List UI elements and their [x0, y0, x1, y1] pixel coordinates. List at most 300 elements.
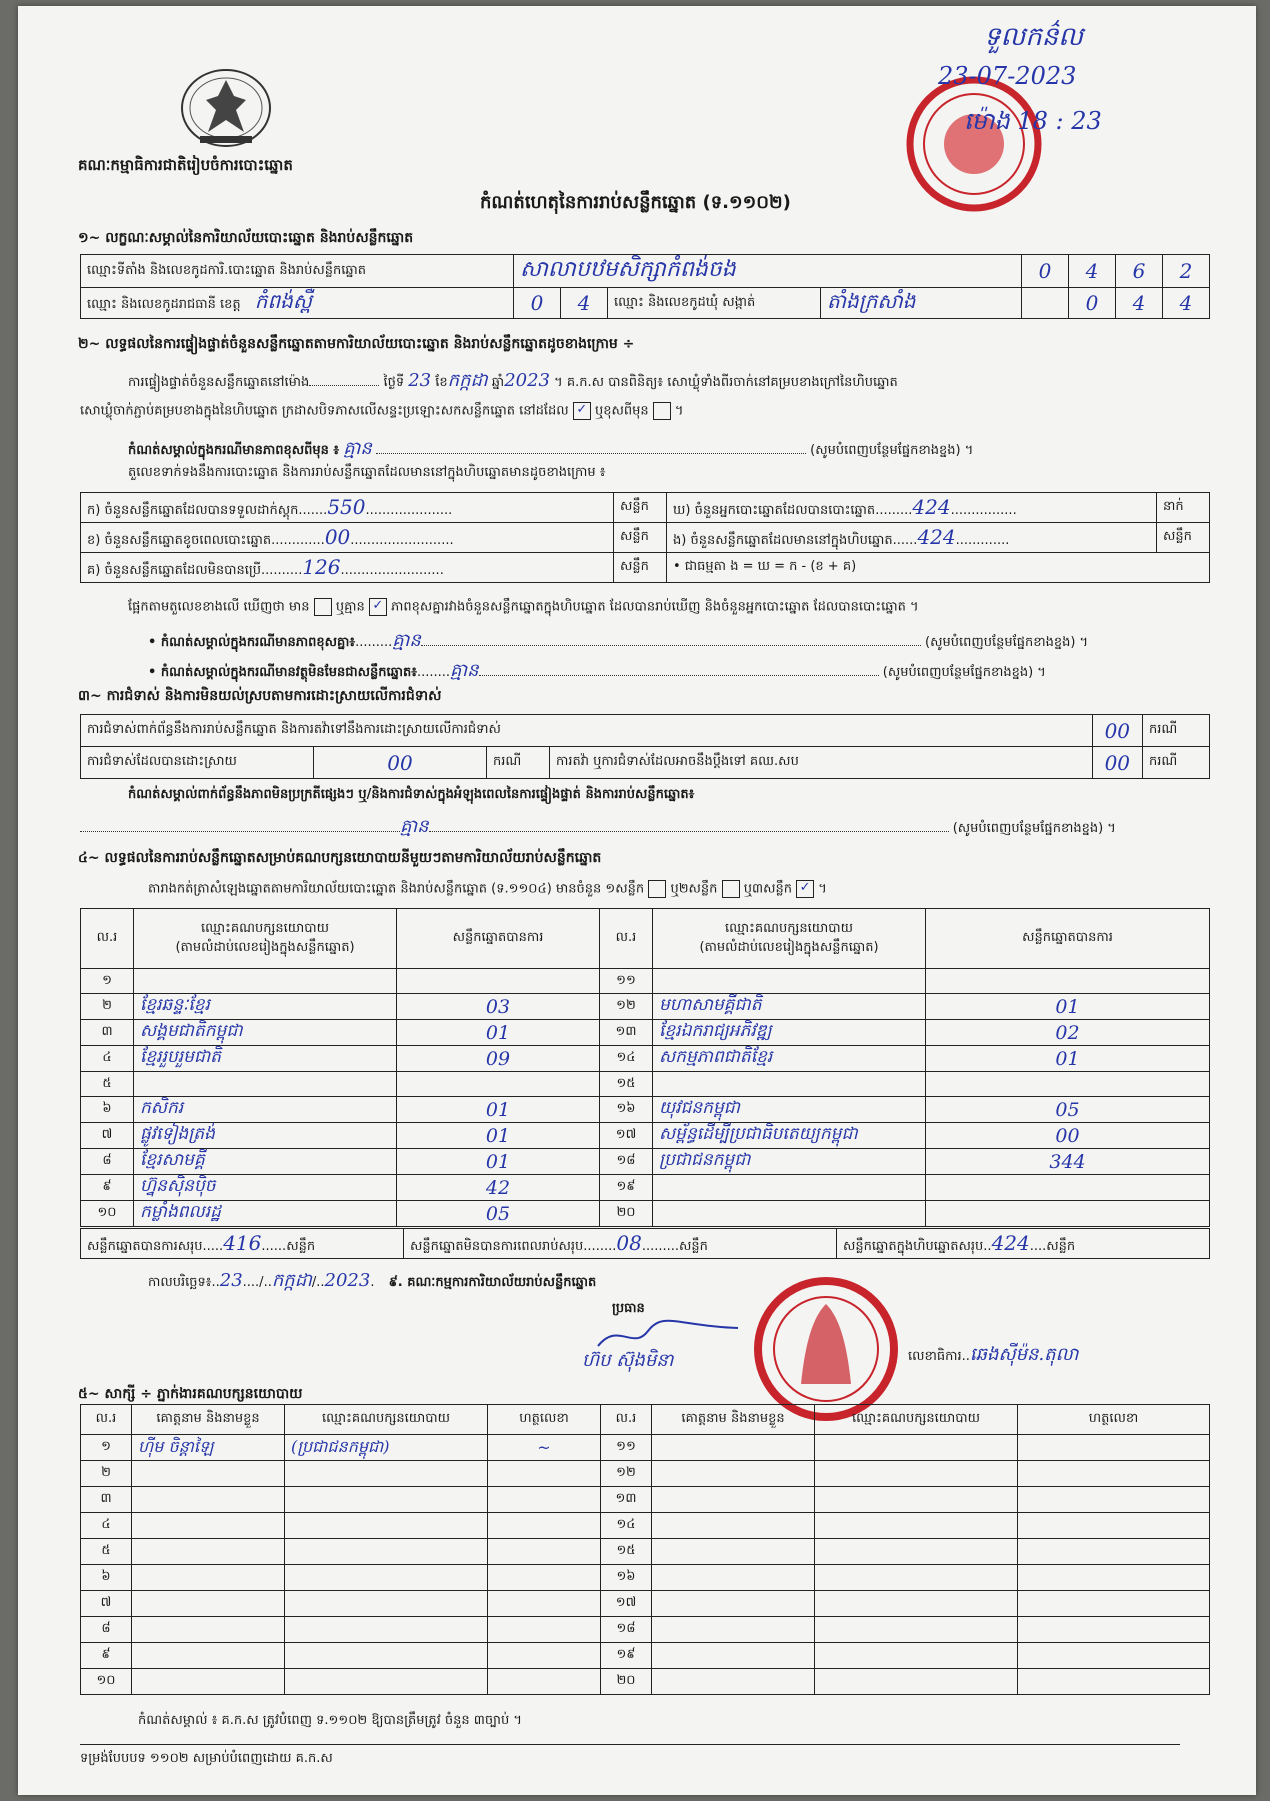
two-sheets-checkbox[interactable]	[722, 880, 740, 898]
commission-seal-icon	[746, 1274, 906, 1424]
total-box-cell: សន្លឹកឆ្នោតក្នុងហិបឆ្នោតសរុប..424....សន្លឹក	[837, 1229, 1210, 1259]
unused-ballots-label: គ) ចំនួនសន្លឹកឆ្នោតដែលមិនបានប្រើ	[87, 562, 261, 578]
year-label: ឆ្នាំ	[491, 375, 505, 390]
witness-party	[285, 1565, 488, 1591]
witness-number: ៤	[81, 1513, 132, 1539]
note3-hint: (សូមបំពេញបន្ថែមផ្នែកខាងខ្នង) ។	[882, 665, 1046, 680]
witness-party	[815, 1669, 1018, 1695]
witness-name	[132, 1539, 285, 1565]
party-votes: 01	[397, 1149, 600, 1175]
chair-name: ហ៊ប ស៊ុងមិនា	[582, 1350, 674, 1371]
witness-col-sign: ហត្ថលេខា	[1018, 1405, 1210, 1435]
irregularity-note-row	[80, 814, 1116, 841]
footnote: កំណត់សម្គាល់ ៖ គ.ក.ស ត្រូវបំពេញ ទ.១១០២ ឱ្យបានត្រឹមត្រូវ ចំនួន ៣ច្បាប់ ។	[138, 1713, 522, 1728]
witness-number: ១១	[601, 1435, 652, 1461]
witness-col-name: គោត្តនាម និងនាមខ្លួន	[652, 1405, 815, 1435]
witness-number: ៧	[81, 1591, 132, 1617]
witness-name	[652, 1513, 815, 1539]
witness-signature	[488, 1617, 601, 1643]
form-sheet	[18, 6, 1256, 1795]
party-number: ១១	[600, 969, 653, 994]
witness-party	[815, 1643, 1018, 1669]
irregularity-note-value: គ្មាន	[400, 816, 429, 837]
witness-number: ១០	[81, 1669, 132, 1695]
witness-party	[285, 1461, 488, 1487]
witness-col-party: ឈ្មោះគណបក្សនយោបាយ	[815, 1405, 1018, 1435]
province-value: កំពង់ស្ពឺ	[254, 289, 312, 313]
note2-value: គ្មាន	[392, 630, 421, 651]
party-name: កសិករ	[134, 1097, 397, 1123]
witness-number: ២	[81, 1461, 132, 1487]
witness-row	[81, 1435, 1210, 1461]
party-number: ១៦	[600, 1097, 653, 1123]
witness-row	[81, 1617, 1210, 1643]
voters-value: 424	[912, 494, 951, 519]
province-label-text: ឈ្មោះ និងលេខកូដរាជធានី ខេត្ត	[87, 297, 241, 312]
witness-name: ហ៊ីម ចិន្តាឡៃ	[132, 1435, 285, 1461]
witness-signature	[488, 1487, 601, 1513]
changed-checkbox[interactable]	[653, 402, 671, 420]
total-invalid-cell: សន្លឹកឆ្នោតមិនបានការពេលរាប់សរុប........08.........សន្លឹក	[404, 1229, 837, 1259]
note1-value: គ្មាន	[343, 438, 372, 459]
party-number: ១៨	[600, 1149, 653, 1175]
chair-label: ប្រធាន	[612, 1301, 645, 1316]
party-number: ១៣	[600, 1020, 653, 1046]
commune-value: តាំងក្រសាំង	[821, 288, 1022, 319]
unit-label: សន្លឹក	[1046, 1238, 1076, 1254]
col-party-header	[134, 909, 397, 969]
party-name: ខ្មែរសាមគ្គី	[134, 1149, 397, 1175]
party-votes: 42	[397, 1175, 600, 1201]
witness-name	[132, 1487, 285, 1513]
totals-row	[80, 1228, 1210, 1259]
col-party-subtitle: (តាមលំដាប់លេខរៀងក្នុងសន្លឹកឆ្នោត)	[699, 939, 879, 955]
party-number: ១៧	[600, 1123, 653, 1149]
party-number: ៣	[81, 1020, 134, 1046]
note3-label: • កំណត់សម្គាល់ក្នុងករណីមានវត្ថុមិនមែនជាសន្លឹកឆ្នោត៖	[148, 665, 417, 680]
party-votes	[926, 1175, 1210, 1201]
witness-table	[80, 1404, 1210, 1695]
difference-yes-checkbox[interactable]	[314, 598, 332, 616]
party-name: យុវជនកម្ពុជា	[653, 1097, 926, 1123]
party-row	[81, 1020, 1210, 1046]
appeal-value: 00	[1092, 747, 1142, 779]
witness-number: ១៦	[601, 1565, 652, 1591]
party-number: ១៤	[600, 1046, 653, 1072]
party-votes: 344	[926, 1149, 1210, 1175]
signoff-day: 23	[219, 1270, 243, 1291]
commune-label: ឈ្មោះ និងលេខកូដឃុំ សង្កាត់	[608, 288, 821, 319]
unit-label: សន្លឹក	[1157, 523, 1210, 553]
col-votes-header: សន្លឹកឆ្នោតបានការ	[397, 909, 600, 969]
verification-line	[128, 368, 1228, 395]
two-sheets-label: ឬ២សន្លឹក	[670, 881, 718, 897]
note2-label: • កំណត់សម្គាល់ក្នុងករណីមានភាពខុសគ្នា៖	[148, 635, 356, 650]
table-intro: តួលេខទាក់ទងនឹងការបោះឆ្នោត និងការរាប់សន្លឹកឆ្នោតដែលមាននៅក្នុងហិបឆ្នោតមានដូចខាងក្រោម ៖	[128, 465, 606, 480]
seal-line: សោឃ្លុំចាក់ភ្ជាប់គម្របខាងក្នុងនៃហិបឆ្នោត ក្រដាសបិទភាសលើសន្ទះប្រឡោះសកសន្លឹកឆ្នោត នៅដដែល ✓ ឬខុសពីមុន ។	[80, 402, 684, 419]
objections-label: ការជំទាស់ពាក់ព័ន្ធនឹងការរាប់សន្លឹកឆ្នោត និងការតវ៉ាទៅនឹងការដោះស្រាយលើការជំទាស់	[81, 715, 1093, 747]
col-party-title: ឈ្មោះគណបក្សនយោបាយ	[201, 920, 329, 936]
stamp-receipt-text: ទួលកន៌ល	[984, 22, 1084, 52]
commune-code-digit: 0	[1069, 288, 1116, 319]
witness-name	[652, 1461, 815, 1487]
witness-signature	[488, 1513, 601, 1539]
party-row	[81, 1046, 1210, 1072]
witness-signature	[1018, 1435, 1210, 1461]
witness-name	[652, 1539, 815, 1565]
irregularity-note-label: កំណត់សម្គាល់ពាក់ព័ន្ធនឹងភាពមិនប្រក្រតីផ្សេងៗ ឬ/និងការជំទាស់ក្នុងអំឡុងពេលនៃការផ្ទៀងផ្ទាត់ និងការរាប់សន្លឹកឆ្នោត៖	[128, 787, 695, 802]
party-row	[81, 1201, 1210, 1227]
party-row	[81, 969, 1210, 994]
witness-row	[81, 1643, 1210, 1669]
party-votes: 01	[397, 1097, 600, 1123]
note2-row: • កំណត់សម្គាល់ក្នុងករណីមានភាពខុសគ្នា៖.........គ្មាន (សូមបំពេញបន្ថែមផ្នែកខាងខ្នង) ។	[148, 630, 1089, 651]
section2-title: ២~ លទ្ធផលនៃការផ្ទៀងផ្ទាត់ចំនួនសន្លឹកឆ្នោតតាមការិយាល័យបោះឆ្នោត និងរាប់សន្លឹកឆ្នោតដូចខាងក្រោម ÷	[78, 336, 635, 352]
party-votes	[926, 969, 1210, 994]
witness-name	[652, 1617, 815, 1643]
witness-signature	[1018, 1539, 1210, 1565]
three-sheets-checkbox[interactable]: ✓	[796, 880, 814, 898]
resolved-value: 00	[314, 747, 487, 779]
party-number: ១	[81, 969, 134, 994]
unchanged-checkbox[interactable]: ✓	[573, 402, 591, 420]
party-name: ផ្លូវទៀងត្រង់	[134, 1123, 397, 1149]
witness-party	[815, 1565, 1018, 1591]
witness-signature	[488, 1669, 601, 1695]
commune-code-digit: 4	[1116, 288, 1163, 319]
signoff-body-label: ៩. គណៈកម្មការការិយាល័យរាប់សន្លឹកឆ្នោត	[388, 1275, 597, 1290]
year-value: 2023	[504, 370, 550, 391]
party-votes: 01	[397, 1123, 600, 1149]
location-code-digit: 2	[1163, 255, 1210, 288]
party-row	[81, 1149, 1210, 1175]
party-name: មហាសាមគ្គីជាតិ	[653, 994, 926, 1020]
witness-name	[652, 1591, 815, 1617]
voters-label: ឃ) ចំនួនអ្នកបោះឆ្នោតដែលបានបោះឆ្នោត	[673, 502, 876, 518]
party-name: ខ្មែរឯករាជ្យអភិវឌ្ឍ	[653, 1020, 926, 1046]
note1-row	[128, 436, 973, 463]
witness-signature	[1018, 1591, 1210, 1617]
month-value: កក្កដា	[447, 370, 488, 391]
witness-number: ១២	[601, 1461, 652, 1487]
witness-signature: ~	[488, 1435, 601, 1461]
witness-row	[81, 1487, 1210, 1513]
section3-title: ៣~ ការជំទាស់ និងការមិនយល់ស្របតាមការដោះស្រាយលើការជំទាស់	[78, 688, 442, 704]
witness-row	[81, 1591, 1210, 1617]
witness-name	[652, 1487, 815, 1513]
witness-signature	[1018, 1643, 1210, 1669]
ballots-in-box-cell: ង) ចំនួនសន្លឹកឆ្នោតដែលមាននៅក្នុងហិបឆ្នោត......424.............	[667, 523, 1157, 553]
col-party-title: ឈ្មោះគណបក្សនយោបាយ	[725, 920, 853, 936]
witness-party	[815, 1617, 1018, 1643]
witness-row	[81, 1565, 1210, 1591]
witness-party	[815, 1591, 1018, 1617]
unused-ballots-value: 126	[302, 554, 341, 579]
formula: • ជាធម្មតា ង = ឃ = ក - (ខ + គ)	[667, 553, 1210, 583]
note3-value: គ្មាន	[450, 660, 479, 681]
witness-signature	[488, 1565, 601, 1591]
party-name: សកម្មភាពជាតិខ្មែរ	[653, 1046, 926, 1072]
witness-number: ១៤	[601, 1513, 652, 1539]
witness-party	[815, 1539, 1018, 1565]
witness-number: ៨	[81, 1617, 132, 1643]
witness-col-party: ឈ្មោះគណបក្សនយោបាយ	[285, 1405, 488, 1435]
ballots-in-box-label: ង) ចំនួនសន្លឹកឆ្នោតដែលមាននៅក្នុងហិបឆ្នោត	[673, 532, 893, 548]
witness-number: ៣	[81, 1487, 132, 1513]
day-value: 23	[408, 370, 432, 391]
compare-line-post: ភាពខុសគ្នារវាងចំនួនសន្លឹកឆ្នោតក្នុងហិបឆ្នោត ដែលបានរាប់ឃើញ និងចំនួនអ្នកបោះឆ្នោត ដែលបានបោះឆ្នោត ។	[391, 599, 919, 615]
party-number: ៥	[81, 1072, 134, 1097]
party-number: ១២	[600, 994, 653, 1020]
location-label: ឈ្មោះទីតាំង និងលេខកូដការិ.បោះឆ្នោត និងរាប់សន្លឹកឆ្នោត	[81, 255, 514, 288]
seal-line-text: សោឃ្លុំចាក់ភ្ជាប់គម្របខាងក្នុងនៃហិបឆ្នោត ក្រដាសបិទភាសលើសន្ទះប្រឡោះសកសន្លឹកឆ្នោត នៅដដែល	[80, 403, 569, 419]
signoff-date-label: កាលបរិច្ឆេទ៖	[148, 1275, 212, 1290]
tally-sheet-intro: តារាងកត់ត្រាសំឡេងឆ្នោតតាមការិយាល័យបោះឆ្នោត និងរាប់សន្លឹកឆ្នោត (ទ.១១០៤) មានចំនួន ១សន្លឹក	[148, 881, 645, 897]
location-code-digit: 6	[1116, 255, 1163, 288]
party-votes: 05	[926, 1097, 1210, 1123]
witness-number: ២០	[601, 1669, 652, 1695]
party-name	[653, 1072, 926, 1097]
changed-option-label: ឬខុសពីមុន	[594, 403, 649, 419]
witness-number: ១៣	[601, 1487, 652, 1513]
section1-table	[80, 254, 1210, 319]
unit-label: សន្លឹក	[614, 553, 667, 583]
witness-number: ៦	[81, 1565, 132, 1591]
signoff-year: 2023	[324, 1270, 371, 1291]
witness-name	[132, 1591, 285, 1617]
total-box-value: 424	[991, 1230, 1030, 1255]
stamp-time: ម៉ោង 18 : 23	[964, 107, 1102, 135]
witness-signature	[488, 1539, 601, 1565]
witness-signature	[488, 1461, 601, 1487]
witness-party: (ប្រជាជនកម្ពុជា)	[285, 1435, 488, 1461]
witness-party	[285, 1617, 488, 1643]
persons-unit-label: នាក់	[1157, 493, 1210, 523]
witness-party	[815, 1435, 1018, 1461]
party-name	[134, 1072, 397, 1097]
unit-label: សន្លឹក	[679, 1238, 708, 1254]
party-name: ខ្មែរឆន្ទៈខ្មែរ	[134, 994, 397, 1020]
day-label: ថ្ងៃទី	[383, 375, 405, 390]
witness-party	[285, 1669, 488, 1695]
section5-title: ៥~ សាក្សី ÷ ភ្នាក់ងារគណបក្សនយោបាយ	[78, 1386, 303, 1402]
party-name: សម្ព័ន្ធដើម្បីប្រជាធិបតេយ្យកម្ពុជា	[653, 1123, 926, 1149]
party-votes: 01	[397, 1020, 600, 1046]
party-number: ១៥	[600, 1072, 653, 1097]
objections-value: 00	[1092, 715, 1142, 747]
total-invalid-label: សន្លឹកឆ្នោតមិនបានការពេលរាប់សរុប	[410, 1238, 584, 1254]
witness-row	[81, 1539, 1210, 1565]
witness-signature	[1018, 1461, 1210, 1487]
month-label: ខែ	[435, 375, 448, 390]
difference-no-checkbox[interactable]: ✓	[369, 598, 387, 616]
received-ballots-label: ក) ចំនួនសន្លឹកឆ្នោតដែលបានទទួលដាក់ស្តុក	[87, 502, 299, 518]
official-seal-icon	[904, 74, 1044, 214]
commission-name: គណៈកម្មាធិការជាតិរៀបចំការបោះឆ្នោត	[78, 156, 293, 174]
secretary-row: លេខាធិការ..ឆេងស៊ីម៉ន.តុលា	[908, 1344, 1079, 1365]
total-valid-label: សន្លឹកឆ្នោតបានការសរុប	[87, 1238, 203, 1254]
party-row	[81, 1072, 1210, 1097]
stamp-date: 23-07-2023	[938, 62, 1077, 90]
party-number: ២	[81, 994, 134, 1020]
secretary-label: លេខាធិការ	[908, 1349, 962, 1364]
voters-cell: ឃ) ចំនួនអ្នកបោះឆ្នោតដែលបានបោះឆ្នោត.........424................	[667, 493, 1157, 523]
province-label	[81, 288, 514, 319]
form-footer: ទម្រង់បែបបទ ១១០២ សម្រាប់បំពេញដោយ គ.ក.ស	[80, 1751, 333, 1766]
received-ballots-value: 550	[327, 494, 366, 519]
party-number: ១០	[81, 1201, 134, 1227]
party-votes	[397, 969, 600, 994]
received-ballots-cell: ក) ចំនួនសន្លឹកឆ្នោតដែលបានទទួលដាក់ស្តុក.......550.....................	[81, 493, 614, 523]
witness-signature	[1018, 1669, 1210, 1695]
party-votes: 01	[926, 994, 1210, 1020]
witness-party	[815, 1487, 1018, 1513]
total-valid-value: 416	[223, 1230, 262, 1255]
party-name	[134, 969, 397, 994]
spoiled-ballots-label: ខ) ចំនួនសន្លឹកឆ្នោតខូចពេលបោះឆ្នោត	[87, 532, 272, 548]
three-sheets-label: ឬ៣សន្លឹក	[743, 881, 792, 897]
note1-label: កំណត់សម្គាល់ក្នុងករណីមានភាពខុសពីមុន ៖	[128, 443, 340, 458]
witness-number: ១	[81, 1435, 132, 1461]
witness-party	[285, 1591, 488, 1617]
party-votes: 03	[397, 994, 600, 1020]
witness-name	[132, 1669, 285, 1695]
unused-ballots-cell: គ) ចំនួនសន្លឹកឆ្នោតដែលមិនបានប្រើ..........126.........................	[81, 553, 614, 583]
col-no-header: ល.រ	[600, 909, 653, 969]
col-no-header: ល.រ	[81, 909, 134, 969]
party-votes: 02	[926, 1020, 1210, 1046]
appeal-label: ការតវ៉ា ឬការជំទាស់ដែលអាចនឹងប្តឹងទៅ គឈ.សប	[550, 747, 1093, 779]
verification-line-end: ។ គ.ក.ស បានពិនិត្យ៖ សោឃ្លុំទាំងពីរចាក់នៅគម្របខាងក្រៅនៃហិបឆ្នោត	[554, 375, 898, 390]
compare-line-pre: ផ្អែកតាមតួលេខខាងលើ ឃើញថា មាន	[128, 599, 310, 615]
secretary-name: ឆេងស៊ីម៉ន.តុលា	[969, 1344, 1079, 1365]
witness-party	[285, 1539, 488, 1565]
col-party-header	[653, 909, 926, 969]
nec-logo-icon	[178, 66, 274, 150]
total-valid-cell: សន្លឹកឆ្នោតបានការសរុប.....416......សន្លឹក	[81, 1229, 404, 1259]
party-number: ៤	[81, 1046, 134, 1072]
total-box-label: សន្លឹកឆ្នោតក្នុងហិបឆ្នោតសរុប	[843, 1238, 984, 1254]
witness-number: ៥	[81, 1539, 132, 1565]
party-votes: 00	[926, 1123, 1210, 1149]
party-name	[653, 969, 926, 994]
note1-hint: (សូមបំពេញបន្ថែមផ្នែកខាងខ្នង) ។	[810, 443, 974, 458]
party-votes: 01	[926, 1046, 1210, 1072]
total-invalid-value: 08	[616, 1230, 642, 1255]
party-votes	[926, 1072, 1210, 1097]
witness-party	[285, 1643, 488, 1669]
witness-name	[132, 1513, 285, 1539]
party-votes	[926, 1201, 1210, 1227]
witness-signature	[488, 1643, 601, 1669]
witness-signature	[1018, 1565, 1210, 1591]
spoiled-ballots-cell: ខ) ចំនួនសន្លឹកឆ្នោតខូចពេលបោះឆ្នោត.............00.........................	[81, 523, 614, 553]
cases-unit-label: ករណី	[487, 747, 550, 779]
witness-col-no: ល.រ	[81, 1405, 132, 1435]
unit-label: សន្លឹក	[614, 493, 667, 523]
province-code-digit: 4	[561, 288, 608, 319]
party-name: សង្គមជាតិកម្ពុជា	[134, 1020, 397, 1046]
party-votes	[397, 1072, 600, 1097]
witness-number: ៩	[81, 1643, 132, 1669]
note3-row: • កំណត់សម្គាល់ក្នុងករណីមានវត្ថុមិនមែនជាសន្លឹកឆ្នោត៖........គ្មាន (សូមបំពេញបន្ថែមផ្នែកខាងខ្នង) ។	[148, 660, 1046, 681]
witness-row	[81, 1513, 1210, 1539]
unit-label: សន្លឹក	[614, 523, 667, 553]
witness-name	[652, 1435, 815, 1461]
note2-hint: (សូមបំពេញបន្ថែមផ្នែកខាងខ្នង) ។	[925, 635, 1089, 650]
witness-signature	[488, 1591, 601, 1617]
party-row	[81, 1175, 1210, 1201]
commune-code-digit: 4	[1163, 288, 1210, 319]
compare-line-mid: ឬគ្មាន	[335, 599, 365, 615]
party-votes: 09	[397, 1046, 600, 1072]
party-name: កម្លាំងពលរដ្ឋ	[134, 1201, 397, 1227]
witness-number: ១៧	[601, 1591, 652, 1617]
tally-sheet-line: តារាងកត់ត្រាសំឡេងឆ្នោតតាមការិយាល័យបោះឆ្នោត និងរាប់សន្លឹកឆ្នោត (ទ.១១០៤) មានចំនួន ១សន្លឹក ឬ២សន្លឹក ឬ៣សន្លឹក ✓ ។	[148, 880, 827, 897]
verification-time-label: ការផ្ទៀងផ្ទាត់ចំនួនសន្លឹកឆ្នោតនៅម៉ោង	[128, 375, 310, 390]
witness-signature	[1018, 1617, 1210, 1643]
witness-name	[652, 1643, 815, 1669]
party-number: ៦	[81, 1097, 134, 1123]
party-number: ៧	[81, 1123, 134, 1149]
party-name: ខ្មែររួបរួមជាតិ	[134, 1046, 397, 1072]
spoiled-ballots-value: 00	[324, 524, 351, 549]
party-row	[81, 1097, 1210, 1123]
col-party-subtitle: (តាមលំដាប់លេខរៀងក្នុងសន្លឹកឆ្នោត)	[175, 939, 355, 955]
party-name	[653, 1201, 926, 1227]
witness-name	[132, 1565, 285, 1591]
resolved-label: ការជំទាស់ដែលបានដោះស្រាយ	[81, 747, 314, 779]
party-name: ប្រជាជនកម្ពុជា	[653, 1149, 926, 1175]
cases-unit-label: ករណី	[1143, 715, 1210, 747]
cases-unit-label: ករណី	[1143, 747, 1210, 779]
party-name: ហ្វ៊ុនស៊ិនប៉ិច	[134, 1175, 397, 1201]
witness-party	[285, 1487, 488, 1513]
col-votes-header: សន្លឹកឆ្នោតបានការ	[926, 909, 1210, 969]
unit-label: សន្លឹក	[286, 1238, 316, 1254]
witness-signature	[1018, 1513, 1210, 1539]
witness-party	[285, 1513, 488, 1539]
objections-table	[80, 714, 1210, 779]
form-title: កំណត់ហេតុនៃការរាប់សន្លឹកឆ្នោត (ទ.១១០២)	[480, 192, 791, 213]
party-number: ២០	[600, 1201, 653, 1227]
location-code-digit: 4	[1069, 255, 1116, 288]
party-row	[81, 1123, 1210, 1149]
witness-party	[815, 1461, 1018, 1487]
party-number: ១៩	[600, 1175, 653, 1201]
witness-signature	[1018, 1487, 1210, 1513]
footer-divider	[80, 1744, 1180, 1745]
party-row	[81, 994, 1210, 1020]
ballots-in-box-value: 424	[917, 524, 956, 549]
witness-col-no: ល.រ	[601, 1405, 652, 1435]
province-code-digit: 0	[514, 288, 561, 319]
section1-title: ១~ លក្ខណៈសម្គាល់នៃការិយាល័យបោះឆ្នោត និងរាប់សន្លឹកឆ្នោត	[78, 230, 414, 246]
witness-name	[132, 1617, 285, 1643]
party-number: ៨	[81, 1149, 134, 1175]
section4-title: ៤~ លទ្ធផលនៃការរាប់សន្លឹកឆ្នោតសម្រាប់គណបក្សនយោបាយនីមួយៗតាមការិយាល័យរាប់សន្លឹកឆ្នោត	[78, 850, 602, 866]
witness-row	[81, 1669, 1210, 1695]
compare-line	[128, 598, 919, 618]
signoff-date-row: កាលបរិច្ឆេទ៖..23..../..កក្កដា/..2023. ៩. គណៈកម្មការការិយាល័យរាប់សន្លឹកឆ្នោត	[148, 1270, 597, 1291]
signoff-month: កក្កដា	[271, 1270, 312, 1291]
witness-party	[815, 1513, 1018, 1539]
one-sheet-checkbox[interactable]	[648, 880, 666, 898]
party-votes: 05	[397, 1201, 600, 1227]
witness-name	[132, 1461, 285, 1487]
witness-name	[652, 1669, 815, 1695]
irregularity-note-hint: (សូមបំពេញបន្ថែមផ្នែកខាងខ្នង) ។	[952, 821, 1116, 836]
